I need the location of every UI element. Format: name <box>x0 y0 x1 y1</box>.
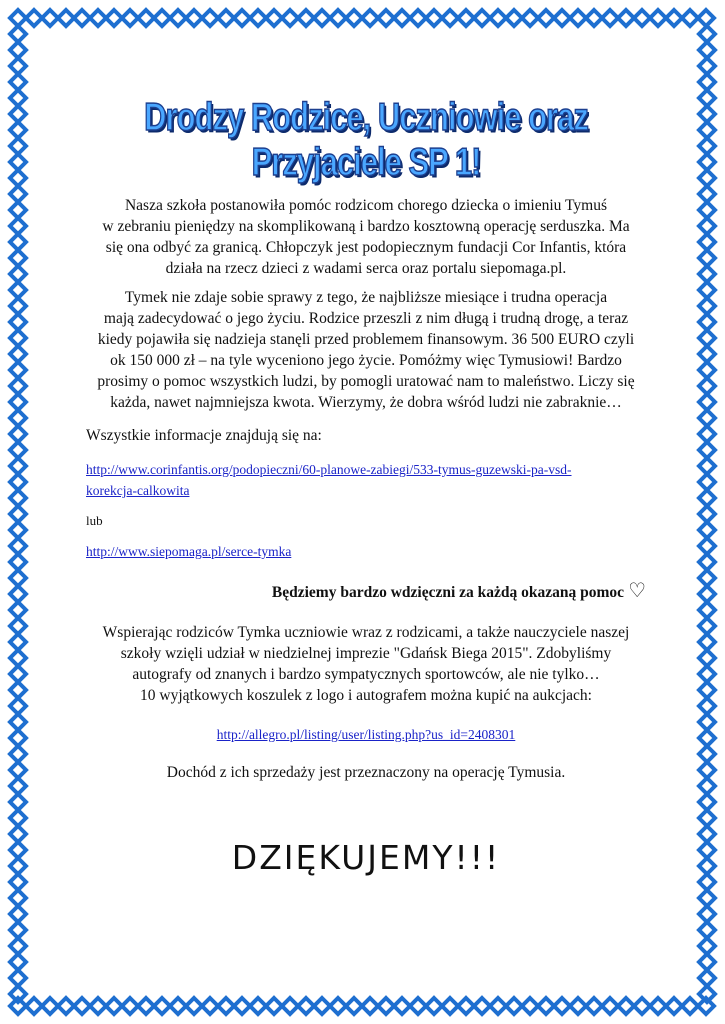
text-line: ok 150 000 zł – na tyle wyceniono jego życie. Pomóżmy więc Tymusiowi! Bardzo <box>110 352 622 369</box>
document-content <box>86 0 646 1024</box>
heart-icon: ♡ <box>628 578 646 602</box>
text-line: każda, nawet najmniejsza kwota. Wierzymy, że dobra wśród ludzi nie zabraknie… <box>110 394 622 411</box>
link-line[interactable]: korekcja-calkowita <box>86 483 190 498</box>
text-line: autografy od znanych i bardzo sympatycznych sportowców, ale nie tylko… <box>132 666 600 683</box>
border-diamond <box>698 10 714 26</box>
thanks-line <box>86 580 646 603</box>
siepomaga-link[interactable] <box>86 541 291 562</box>
allegro-link[interactable] <box>86 724 646 745</box>
closing-thanks: DZIĘKUJEMY!!! <box>231 838 501 877</box>
corinfantis-link[interactable] <box>86 459 646 501</box>
page-title: Drodzy Rodzice, Uczniowie oraz Przyjaciele SP 1! <box>144 95 588 184</box>
proceeds-paragraph: Dochód z ich sprzedaży jest przeznaczony na operację Tymusia. <box>166 764 566 781</box>
appeal-paragraph <box>86 287 646 413</box>
text-line: 10 wyjątkowych koszulek z logo i autografem można kupić na aukcjach: <box>140 687 592 704</box>
link-text[interactable]: http://allegro.pl/listing/user/listing.php?us_id=2408301 <box>216 727 516 742</box>
text-line: prosimy o pomoc wszystkich ludzi, by pomogli uratować nam to maleństwo. Liczy się <box>97 373 635 390</box>
or-label: lub <box>86 513 103 528</box>
text-line: Nasza szkoła postanowiła pomóc rodzicom chorego dziecka o imieniu Tymuś <box>124 197 607 214</box>
text-line: się ona odbyć za granicą. Chłopczyk jest podopiecznym fundacji Cor Infantis, która <box>105 239 627 256</box>
text-line: kiedy pojawiła się nadzieja stanęli przed problemem finansowym. 36 500 EURO czyli <box>97 331 635 348</box>
link-text[interactable]: http://www.siepomaga.pl/serce-tymka <box>86 544 292 559</box>
text-line: działa na rzecz dzieci z wadami serca oraz portalu siepomaga.pl. <box>165 260 567 277</box>
border-diamond <box>699 986 715 1002</box>
intro-paragraph <box>86 195 646 279</box>
info-label: Wszystkie informacje znajdują się na: <box>86 427 322 444</box>
thanks-text: Będziemy bardzo wdzięczni za każdą okazaną pomoc <box>271 584 625 601</box>
link-line[interactable]: http://www.corinfantis.org/podopieczni/60-planowe-zabiegi/533-tymus-guzewski-pa-vsd- <box>86 462 572 477</box>
text-line: mają zadecydować o jego życiu. Rodzice przeszli z nim długą i trudną drogę, a teraz <box>103 310 629 327</box>
border-diamond <box>10 986 26 1002</box>
text-line: Wspierając rodziców Tymka uczniowie wraz z rodzicami, a także nauczyciele naszej <box>102 624 630 641</box>
text-line: szkoły wzięli udział w niedzielnej imprezie "Gdańsk Biega 2015". Zdobyliśmy <box>120 645 612 662</box>
text-line: w zebraniu pieniędzy na skomplikowaną i bardzo kosztowną operację serduszka. Ma <box>102 218 630 235</box>
text-line: Tymek nie zdaje sobie sprawy z tego, że najbliższe miesiące i trudna operacja <box>124 289 608 306</box>
support-paragraph <box>86 622 646 706</box>
